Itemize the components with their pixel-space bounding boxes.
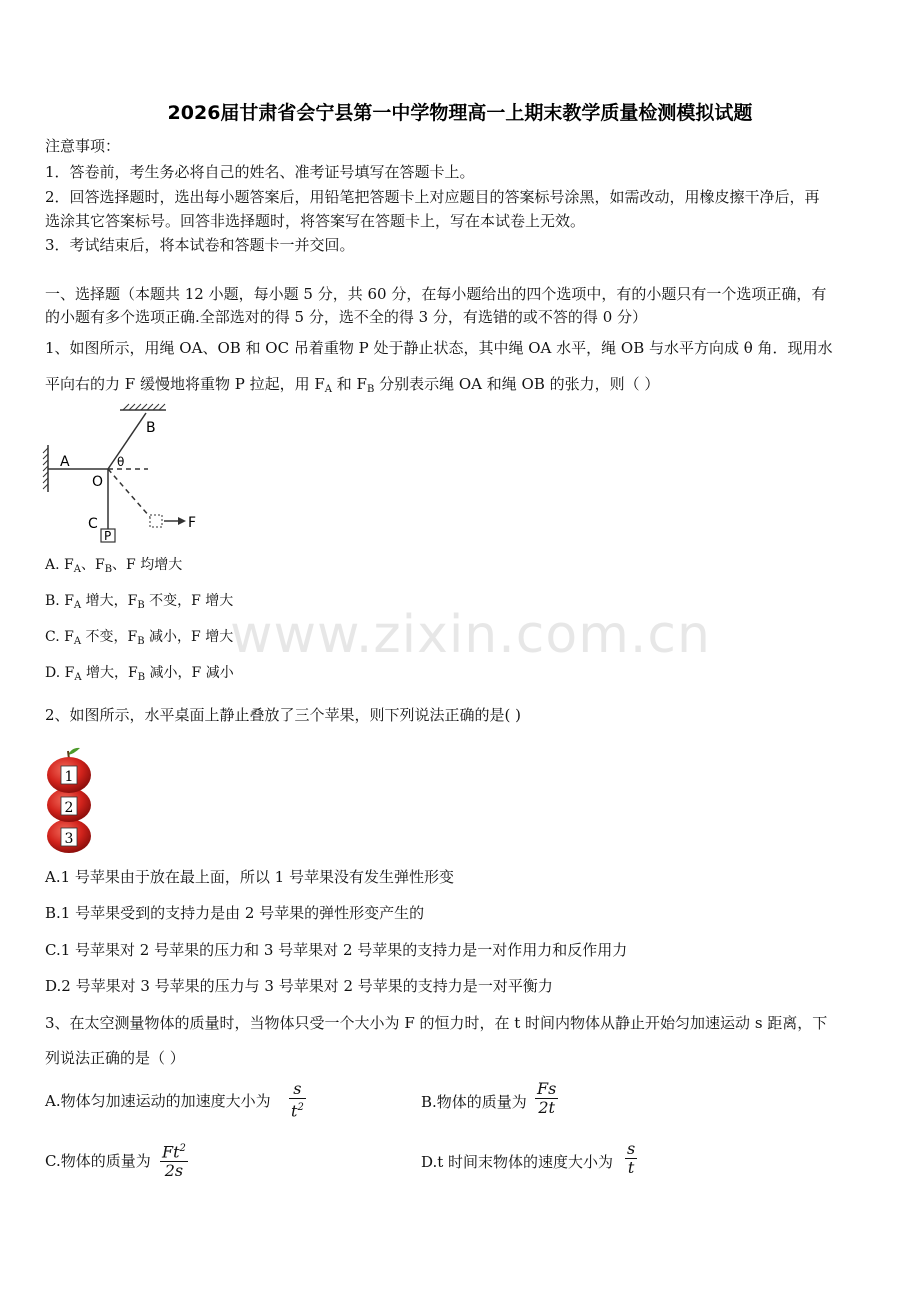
apple-label: 3 xyxy=(64,831,74,847)
q3-option-d-fraction: $\frac{s}{t}$ xyxy=(627,1139,636,1177)
q1-option-c: C. $F_A$ 不变，$F_B$ 减小，F 增大 xyxy=(45,629,234,647)
q1-stem-line1: 1、如图所示，用绳 OA、OB 和 OC 吊着重物 P 处于静止状态，其中绳 OA 水平，绳 OB 与水平方向成 θ 角．现用水 xyxy=(45,339,833,357)
q1-option-b: B. $F_A$ 增大，$F_B$ 不变，F 增大 xyxy=(45,593,234,611)
q3-option-a-fraction: $\frac{s}{t^2}$ xyxy=(291,1079,304,1121)
q3-option-a-text: A.物体匀加速运动的加速度大小为 xyxy=(45,1092,271,1110)
q1-option-a: A. $F_A$、$F_B$、F 均增大 xyxy=(45,557,183,575)
q2-stem: 2、如图所示，水平桌面上静止叠放了三个苹果，则下列说法正确的是( ) xyxy=(45,706,522,724)
notes-heading: 注意事项： xyxy=(45,137,121,155)
note-item: 3．考试结束后，将本试卷和答题卡一并交回。 xyxy=(45,236,355,254)
q3-option-c-fraction: $\frac{Ft^2}{2s}$ xyxy=(160,1140,188,1180)
watermark: www.zixin.com.cn xyxy=(230,605,711,665)
section-heading-line2: 的小题有多个选项正确.全部选对的得 5 分，选不全的得 3 分，有选错的或不答的得 0 分） xyxy=(45,308,648,326)
label-a: A xyxy=(60,454,70,470)
q2-option-a: A.1 号苹果由于放在最上面，所以 1 号苹果没有发生弹性形变 xyxy=(45,868,454,886)
note-item: 2．回答选择题时，选出每小题答案后，用铅笔把答题卡上对应题目的答案标号涂黑，如需改动，用橡皮擦干净后，再 xyxy=(45,188,820,206)
q1-option-d: D. $F_A$ 增大，$F_B$ 减小，F 减小 xyxy=(45,665,234,683)
q2-option-b: B.1 号苹果受到的支持力是由 2 号苹果的弹性形变产生的 xyxy=(45,904,425,922)
q3-option-b-text: B.物体的质量为 xyxy=(421,1093,527,1111)
note-item: 1．答卷前，考生务必将自己的姓名、准考证号填写在答题卡上。 xyxy=(45,163,475,181)
label-f: F xyxy=(188,515,197,531)
q3-option-d-text: D.t 时间末物体的速度大小为 xyxy=(421,1153,614,1171)
apple-label: 2 xyxy=(64,800,74,816)
label-p: P xyxy=(104,529,112,543)
q1-force-diagram xyxy=(40,400,210,545)
q3-option-c-text: C.物体的质量为 xyxy=(45,1152,151,1170)
q3-stem-line1: 3、在太空测量物体的质量时，当物体只受一个大小为 F 的恒力时，在 t 时间内物体从静止开始匀加速运动 s 距离，下 xyxy=(45,1014,828,1032)
q3-option-b-fraction: $\frac{Fs}{2t}$ xyxy=(537,1079,557,1117)
q1-stem-line2: 平向右的力 F 缓慢地将重物 P 拉起，用 $F_A$ 和 $F_B$ 分别表示绳 OA 和绳 OB 的张力，则（ ） xyxy=(45,375,660,395)
page-title: 2026届甘肃省会宁县第一中学物理高一上期末教学质量检测模拟试题 xyxy=(167,102,753,124)
label-theta: θ xyxy=(117,455,125,469)
q2-option-c: C.1 号苹果对 2 号苹果的压力和 3 号苹果对 2 号苹果的支持力是一对作用力和反作用力 xyxy=(45,941,628,959)
apple-label: 1 xyxy=(64,769,74,785)
note-item: 选涂其它答案标号。回答非选择题时，将答案写在答题卡上，写在本试卷上无效。 xyxy=(45,212,586,230)
q2-option-d: D.2 号苹果对 3 号苹果的压力与 3 号苹果对 2 号苹果的支持力是一对平衡力 xyxy=(45,977,553,995)
section-heading-line1: 一、选择题（本题共 12 小题，每小题 5 分，共 60 分，在每小题给出的四个选项中，有的小题只有一个选项正确，有 xyxy=(45,285,827,303)
label-o: O xyxy=(92,474,104,490)
q3-stem-line2: 列说法正确的是（ ） xyxy=(45,1049,185,1067)
label-b: B xyxy=(146,420,156,436)
apple-stack-image xyxy=(44,745,96,853)
label-c: C xyxy=(88,516,98,532)
